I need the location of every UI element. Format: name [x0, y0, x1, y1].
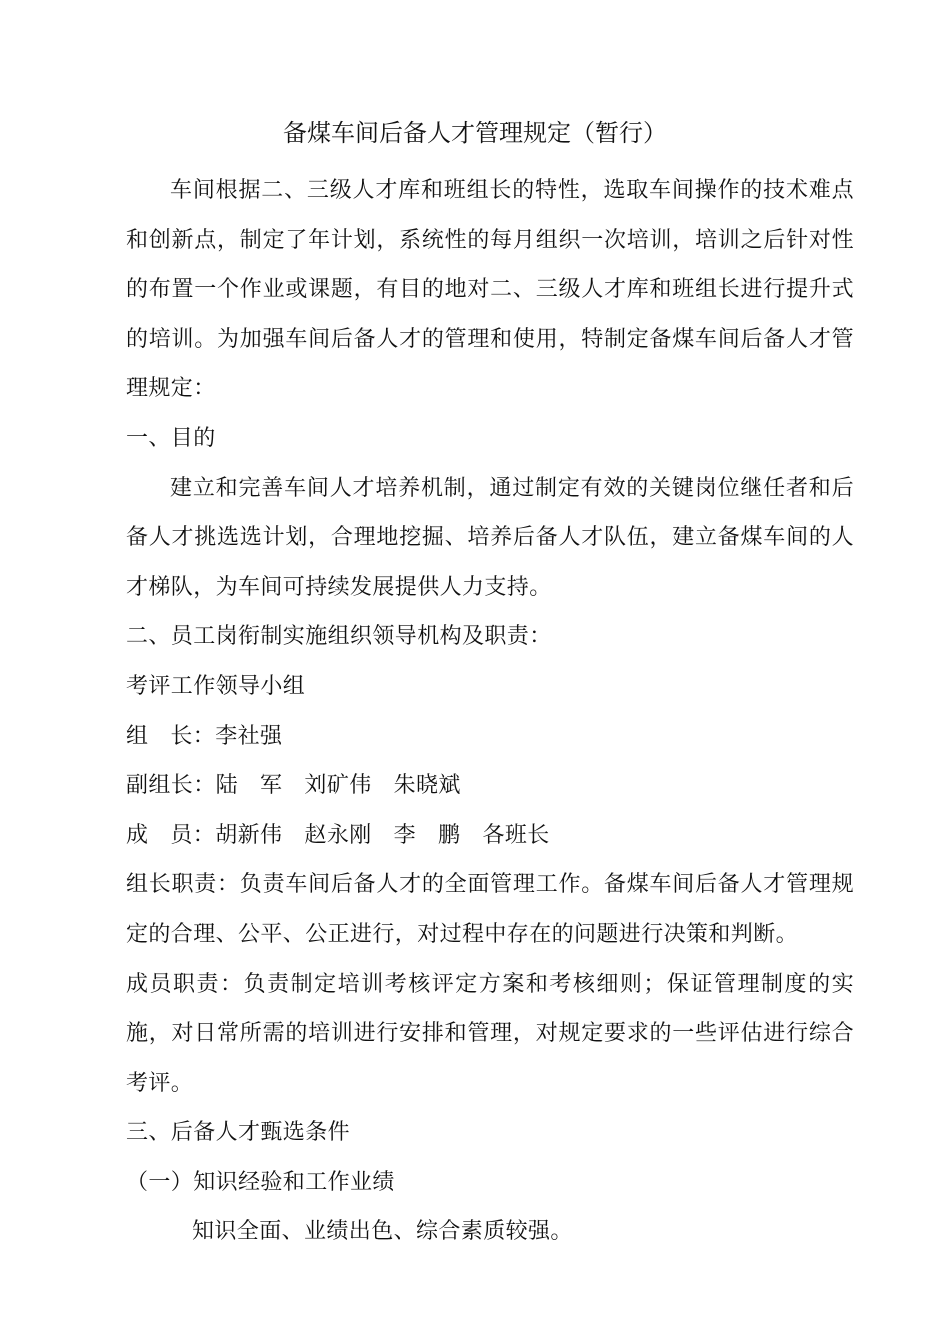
member-line	[126, 811, 854, 861]
deputy-1b: 军	[260, 773, 283, 799]
leader-line	[126, 712, 854, 762]
section-3-heading: 三、后备人才甄选条件	[126, 1120, 351, 1146]
member-label-a: 成	[126, 822, 149, 848]
member-label-b: 员：	[170, 822, 216, 848]
member-duty-paragraph: 成员职责：负责制定培训考核评定方案和考核细则；保证管理制度的实施，对日常所需的培训进行安排和管理，对规定要求的一些评估进行综合考评。	[126, 971, 854, 1096]
member-2: 赵永刚	[304, 822, 372, 848]
document-body	[126, 166, 854, 1257]
section-1-heading: 一、目的	[126, 425, 216, 451]
deputy-3: 朱晓斌	[393, 773, 461, 799]
deputy-label: 副组长：	[126, 773, 216, 799]
group-name: 考评工作领导小组	[126, 673, 306, 699]
deputy-line	[126, 761, 854, 811]
intro-paragraph: 车间根据二、三级人才库和班组长的特性，选取车间操作的技术难点和创新点，制定了年计划，系统性的每月组织一次培训，培训之后针对性的布置一个作业或课题，有目的地对二、三级人才库和班组长进行提升式的培训。为加强车间后备人才的管理和使用，特制定备煤车间后备人才管理规定：	[126, 178, 854, 402]
deputy-1a: 陆	[215, 773, 239, 799]
deputy-2: 刘矿伟	[304, 773, 372, 799]
document-title: 备煤车间后备人才管理规定（暂行）	[283, 119, 667, 147]
subsection-3-1-text: 知识全面、业绩出色、综合素质较强。	[192, 1219, 573, 1245]
leader-duty-paragraph: 组长职责：负责车间后备人才的全面管理工作。备煤车间后备人才管理规定的合理、公平、公正进行，对过程中存在的问题进行决策和判断。	[126, 872, 854, 947]
leader-label-a: 组	[126, 723, 149, 749]
member-3a: 李	[393, 822, 417, 848]
section-1-paragraph: 建立和完善车间人才培养机制，通过制定有效的关键岗位继任者和后备人才挑选选计划，合理地挖掘、培养后备人才队伍，建立备煤车间的人才梯队，为车间可持续发展提供人力支持。	[126, 475, 854, 600]
member-3b: 鹏	[438, 822, 461, 848]
leader-label-b: 长：	[170, 723, 216, 749]
member-1: 胡新伟	[215, 822, 283, 848]
member-4: 各班长	[482, 822, 550, 848]
leader-name: 李社强	[215, 723, 283, 749]
section-2-heading: 二、员工岗衔制实施组织领导机构及职责：	[126, 624, 552, 650]
subsection-3-1-heading: （一）知识经验和工作业绩	[126, 1169, 395, 1195]
